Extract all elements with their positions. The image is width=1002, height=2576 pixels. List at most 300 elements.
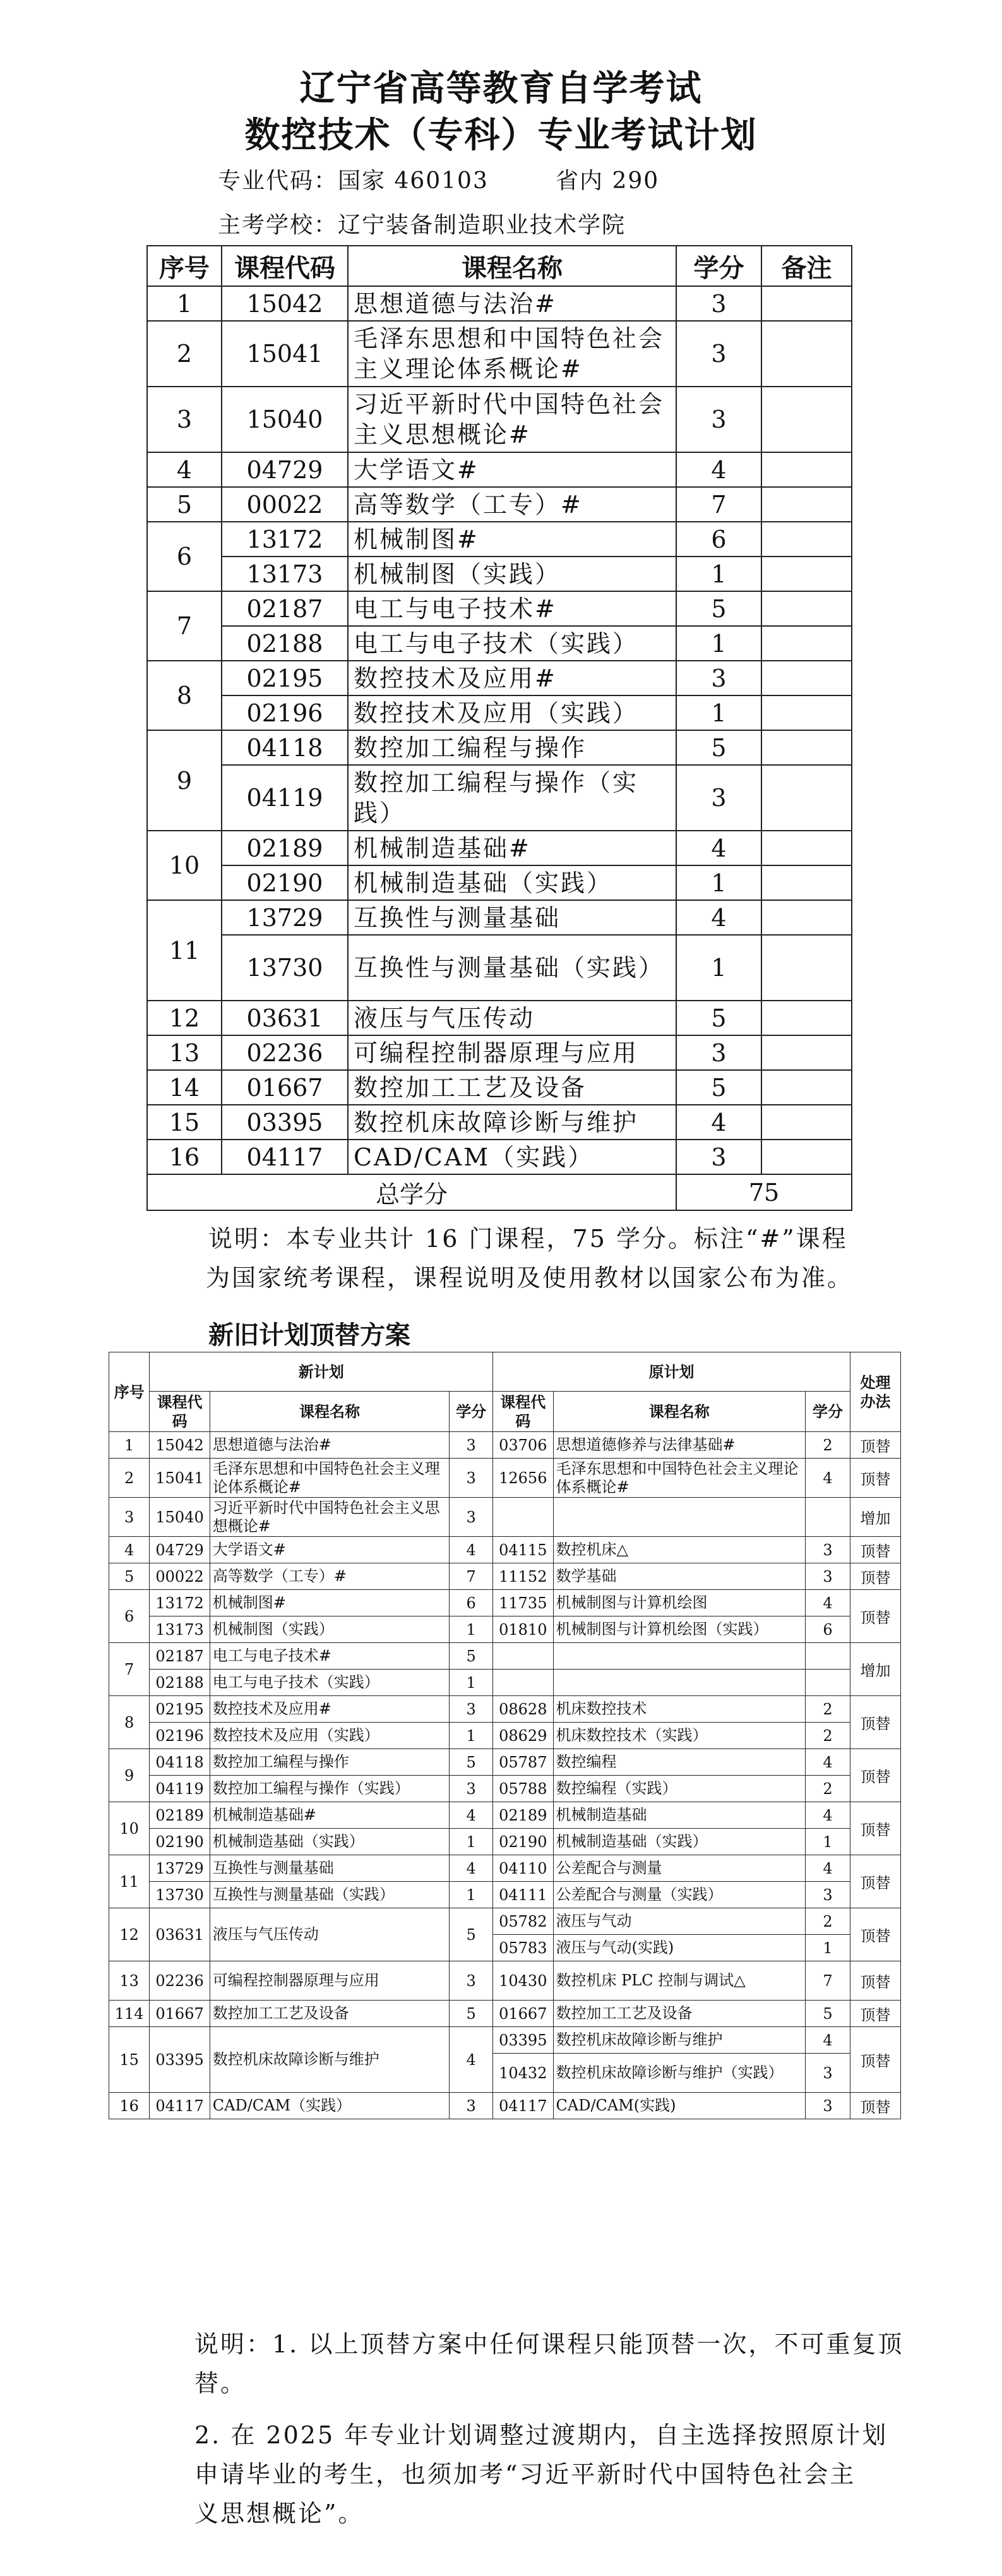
plan-cell-code: 02188 — [222, 626, 348, 661]
plan-row — [147, 935, 852, 1001]
trans-old-credit: 3 — [806, 1882, 850, 1908]
trans-cell-no: 9 — [109, 1749, 150, 1802]
trans-cell-method: 顶替 — [850, 1908, 901, 1961]
plan-cell-remark — [761, 626, 852, 661]
plan-cell-credit: 1 — [676, 626, 761, 661]
trans-new-credit: 6 — [450, 1590, 493, 1616]
trans-cell-no: 1 — [109, 1432, 150, 1459]
plan-cell-code: 04119 — [222, 765, 348, 831]
plan-header-remark: 备注 — [761, 246, 852, 286]
trans-old-credit: 7 — [806, 1961, 850, 2001]
trans-new-code: 03395 — [150, 2027, 210, 2093]
trans-old-code: 02189 — [493, 1802, 553, 1829]
transition-row — [109, 1670, 901, 1696]
trans-old-code — [493, 1643, 553, 1670]
trans-old-code: 04115 — [493, 1537, 553, 1563]
plan-cell-remark — [761, 557, 852, 591]
trans-new-code: 04118 — [150, 1749, 210, 1776]
trans-new-credit: 5 — [450, 1908, 493, 1961]
trans-header-no: 序号 — [109, 1352, 150, 1432]
trans-new-name: 数控加工编程与操作（实践） — [210, 1776, 450, 1802]
trans-old-credit: 4 — [806, 1459, 850, 1498]
transition-row — [109, 2001, 901, 2027]
plan-cell-code: 04729 — [222, 452, 348, 487]
plan-cell-remark — [761, 730, 852, 765]
transition-row — [109, 1459, 901, 1498]
plan-cell-credit: 3 — [676, 387, 761, 452]
trans-old-credit: 4 — [806, 1855, 850, 1882]
trans-cell-no: 4 — [109, 1537, 150, 1563]
trans-new-code: 13173 — [150, 1616, 210, 1643]
plan-cell-remark — [761, 1070, 852, 1105]
trans-old-name: 公差配合与测量 — [553, 1855, 806, 1882]
trans-cell-no: 6 — [109, 1590, 150, 1643]
plan-cell-remark — [761, 831, 852, 865]
trans-new-name: 数控技术及应用# — [210, 1696, 450, 1723]
trans-new-credit: 5 — [450, 1749, 493, 1776]
trans-new-code: 03631 — [150, 1908, 210, 1961]
note1-line1: 说明：本专业共计 16 门课程，75 学分。标注“#”课程 — [208, 1225, 848, 1253]
trans-new-credit: 3 — [450, 1696, 493, 1723]
plan-header-no: 序号 — [147, 246, 222, 286]
plan-cell-code: 02189 — [222, 831, 348, 865]
transition-row — [109, 1563, 901, 1590]
trans-cell-method: 顶替 — [850, 1749, 901, 1802]
plan-cell-name: 电工与电子技术# — [348, 591, 676, 626]
trans-header-old-name: 课程名称 — [553, 1392, 806, 1432]
trans-new-credit: 3 — [450, 1776, 493, 1802]
trans-cell-method: 顶替 — [850, 1802, 901, 1855]
trans-old-code: 10430 — [493, 1961, 553, 2001]
plan-cell-credit: 3 — [676, 1140, 761, 1174]
plan-cell-code: 03631 — [222, 1001, 348, 1035]
transition-row — [109, 1723, 901, 1749]
plan-cell-credit: 4 — [676, 831, 761, 865]
note1-line2: 为国家统考课程，课程说明及使用教材以国家公布为准。 — [206, 1264, 854, 1292]
plan-cell-credit: 3 — [676, 765, 761, 831]
trans-new-name: 数控加工工艺及设备 — [210, 2001, 450, 2027]
transition-body — [109, 1432, 901, 2119]
trans-new-name: 液压与气压传动 — [210, 1908, 450, 1961]
plan-row — [147, 1070, 852, 1105]
host-school: 主考学校：辽宁装备制造职业技术学院 — [218, 212, 626, 238]
trans-old-name: 机械制图与计算机绘图（实践） — [553, 1616, 806, 1643]
plan-cell-remark — [761, 487, 852, 522]
trans-new-credit: 1 — [450, 1829, 493, 1855]
trans-new-credit: 3 — [450, 1459, 493, 1498]
trans-new-credit: 3 — [450, 2093, 493, 2119]
trans-header-old-code: 课程代码 — [493, 1392, 553, 1432]
plan-row — [147, 661, 852, 695]
trans-cell-no: 3 — [109, 1498, 150, 1537]
trans-old-credit: 2 — [806, 1908, 850, 1935]
plan-row — [147, 1105, 852, 1140]
plan-row — [147, 591, 852, 626]
plan-row — [147, 865, 852, 900]
trans-new-credit: 3 — [450, 1432, 493, 1459]
trans-old-credit — [806, 1643, 850, 1670]
trans-old-credit: 4 — [806, 2027, 850, 2054]
plan-row — [147, 1035, 852, 1070]
plan-cell-credit: 1 — [676, 695, 761, 730]
trans-new-code: 02196 — [150, 1723, 210, 1749]
trans-new-credit: 7 — [450, 1563, 493, 1590]
trans-cell-method: 顶替 — [850, 1563, 901, 1590]
plan-cell-code: 15040 — [222, 387, 348, 452]
plan-row — [147, 730, 852, 765]
plan-cell-credit: 5 — [676, 1070, 761, 1105]
trans-cell-no: 2 — [109, 1459, 150, 1498]
plan-cell-no: 5 — [147, 487, 222, 522]
plan-cell-code: 15042 — [222, 286, 348, 321]
trans-old-code: 01667 — [493, 2001, 553, 2027]
plan-cell-code: 02196 — [222, 695, 348, 730]
plan-cell-code: 13173 — [222, 557, 348, 591]
plan-cell-credit: 1 — [676, 865, 761, 900]
note2-p1-line1: 说明：1. 以上顶替方案中任何课程只能顶替一次，不可重复顶 — [194, 2330, 904, 2358]
trans-old-name: 数学基础 — [553, 1563, 806, 1590]
trans-old-code: 01810 — [493, 1616, 553, 1643]
trans-old-code: 04110 — [493, 1855, 553, 1882]
plan-cell-code: 13730 — [222, 935, 348, 1001]
trans-cell-method: 顶替 — [850, 2093, 901, 2119]
trans-new-credit: 1 — [450, 1723, 493, 1749]
trans-new-code: 13729 — [150, 1855, 210, 1882]
trans-cell-no: 7 — [109, 1643, 150, 1696]
trans-old-name: 数控编程 — [553, 1749, 806, 1776]
trans-old-name: 机床数控技术 — [553, 1696, 806, 1723]
plan-cell-no: 11 — [147, 900, 222, 1001]
transition-table — [109, 1352, 901, 2119]
plan-cell-remark — [761, 387, 852, 452]
trans-new-name: 机械制图（实践） — [210, 1616, 450, 1643]
plan-cell-credit: 4 — [676, 1105, 761, 1140]
trans-new-code: 02195 — [150, 1696, 210, 1723]
plan-cell-no: 8 — [147, 661, 222, 730]
trans-old-name: CAD/CAM(实践) — [553, 2093, 806, 2119]
plan-cell-no: 15 — [147, 1105, 222, 1140]
plan-cell-credit: 4 — [676, 452, 761, 487]
transition-row — [109, 1537, 901, 1563]
plan-cell-remark — [761, 286, 852, 321]
plan-cell-credit: 1 — [676, 935, 761, 1001]
plan-cell-no: 10 — [147, 831, 222, 900]
trans-new-credit: 4 — [450, 1537, 493, 1563]
plan-cell-no: 6 — [147, 522, 222, 591]
plan-cell-no: 12 — [147, 1001, 222, 1035]
plan-cell-remark — [761, 865, 852, 900]
trans-header-new: 新计划 — [150, 1352, 493, 1392]
transition-row — [109, 1829, 901, 1855]
trans-old-code: 11152 — [493, 1563, 553, 1590]
trans-new-name: 电工与电子技术（实践） — [210, 1670, 450, 1696]
plan-cell-remark — [761, 900, 852, 935]
plan-cell-remark — [761, 522, 852, 557]
trans-cell-method: 顶替 — [850, 2001, 901, 2027]
trans-new-credit: 3 — [450, 1498, 493, 1537]
trans-old-credit: 4 — [806, 1590, 850, 1616]
trans-header-new-name: 课程名称 — [210, 1392, 450, 1432]
plan-row — [147, 626, 852, 661]
plan-cell-code: 00022 — [222, 487, 348, 522]
transition-row — [109, 1643, 901, 1670]
trans-old-credit: 3 — [806, 2093, 850, 2119]
trans-new-credit: 5 — [450, 1643, 493, 1670]
trans-cell-no: 114 — [109, 2001, 150, 2027]
trans-new-code: 04119 — [150, 1776, 210, 1802]
trans-old-code: 03706 — [493, 1432, 553, 1459]
transition-row — [109, 1616, 901, 1643]
plan-row — [147, 900, 852, 935]
trans-new-name: 机械制造基础（实践） — [210, 1829, 450, 1855]
trans-new-name: 大学语文# — [210, 1537, 450, 1563]
plan-header-row — [147, 246, 852, 286]
transition-row — [109, 1432, 901, 1459]
trans-new-code: 13730 — [150, 1882, 210, 1908]
plan-cell-name: 互换性与测量基础（实践） — [348, 935, 676, 1001]
trans-old-name: 机械制造基础 — [553, 1802, 806, 1829]
plan-header-code: 课程代码 — [222, 246, 348, 286]
trans-new-name: CAD/CAM（实践） — [210, 2093, 450, 2119]
trans-old-code: 05782 — [493, 1908, 553, 1935]
plan-cell-no: 1 — [147, 286, 222, 321]
plan-cell-code: 01667 — [222, 1070, 348, 1105]
plan-cell-code: 02190 — [222, 865, 348, 900]
plan-cell-name: 数控机床故障诊断与维护 — [348, 1105, 676, 1140]
plan-cell-code: 03395 — [222, 1105, 348, 1140]
plan-cell-credit: 3 — [676, 286, 761, 321]
trans-new-code: 04729 — [150, 1537, 210, 1563]
trans-old-code: 11735 — [493, 1590, 553, 1616]
trans-new-name: 互换性与测量基础 — [210, 1855, 450, 1882]
trans-cell-method: 顶替 — [850, 1855, 901, 1908]
plan-cell-no: 2 — [147, 321, 222, 387]
trans-old-name — [553, 1670, 806, 1696]
trans-old-name: 机械制造基础（实践） — [553, 1829, 806, 1855]
trans-old-credit: 2 — [806, 1723, 850, 1749]
plan-row — [147, 522, 852, 557]
plan-row — [147, 1001, 852, 1035]
transition-row — [109, 1590, 901, 1616]
plan-body — [147, 286, 852, 1210]
plan-cell-name: 毛泽东思想和中国特色社会主义理论体系概论# — [348, 321, 676, 387]
trans-header-new-credit: 学分 — [450, 1392, 493, 1432]
plan-cell-name: 数控加工编程与操作 — [348, 730, 676, 765]
plan-cell-no: 7 — [147, 591, 222, 661]
plan-row — [147, 286, 852, 321]
plan-cell-name: 数控加工工艺及设备 — [348, 1070, 676, 1105]
trans-old-credit: 4 — [806, 1802, 850, 1829]
trans-old-code: 12656 — [493, 1459, 553, 1498]
plan-cell-name: 数控加工编程与操作（实践） — [348, 765, 676, 831]
trans-old-code — [493, 1670, 553, 1696]
province-code: 省内 290 — [556, 168, 660, 194]
plan-cell-credit: 5 — [676, 730, 761, 765]
plan-row — [147, 557, 852, 591]
trans-old-code: 03395 — [493, 2027, 553, 2054]
trans-new-credit: 3 — [450, 1961, 493, 2001]
plan-cell-remark — [761, 935, 852, 1001]
trans-old-name: 数控编程（实践） — [553, 1776, 806, 1802]
trans-old-credit: 2 — [806, 1432, 850, 1459]
trans-cell-method: 顶替 — [850, 1537, 901, 1563]
trans-new-code: 00022 — [150, 1563, 210, 1590]
trans-new-code: 13172 — [150, 1590, 210, 1616]
trans-old-name: 公差配合与测量（实践） — [553, 1882, 806, 1908]
plan-row — [147, 387, 852, 452]
trans-old-name: 液压与气动(实践) — [553, 1935, 806, 1961]
plan-cell-name: 机械制图（实践） — [348, 557, 676, 591]
trans-old-name: 机械制图与计算机绘图 — [553, 1590, 806, 1616]
plan-cell-code: 13729 — [222, 900, 348, 935]
trans-old-code: 02190 — [493, 1829, 553, 1855]
trans-new-name: 机械制造基础# — [210, 1802, 450, 1829]
trans-old-code: 08628 — [493, 1696, 553, 1723]
trans-old-name: 机床数控技术（实践） — [553, 1723, 806, 1749]
plan-cell-name: 互换性与测量基础 — [348, 900, 676, 935]
trans-new-code: 04117 — [150, 2093, 210, 2119]
plan-cell-code: 02187 — [222, 591, 348, 626]
trans-cell-method: 顶替 — [850, 1432, 901, 1459]
note2-p2-line1: 2. 在 2025 年专业计划调整过渡期内，自主选择按照原计划 — [194, 2421, 888, 2449]
plan-cell-code: 02195 — [222, 661, 348, 695]
trans-new-credit: 4 — [450, 1802, 493, 1829]
trans-cell-method: 顶替 — [850, 1696, 901, 1749]
trans-old-credit: 1 — [806, 1829, 850, 1855]
plan-cell-remark — [761, 695, 852, 730]
plan-cell-name: 习近平新时代中国特色社会主义思想概论# — [348, 387, 676, 452]
trans-cell-no: 8 — [109, 1696, 150, 1749]
trans-old-name — [553, 1498, 806, 1537]
trans-old-name — [553, 1643, 806, 1670]
trans-old-credit: 2 — [806, 1776, 850, 1802]
plan-table — [146, 245, 852, 1211]
trans-new-code: 02190 — [150, 1829, 210, 1855]
transition-row — [109, 1749, 901, 1776]
plan-cell-code: 15041 — [222, 321, 348, 387]
trans-cell-method: 顶替 — [850, 1961, 901, 2001]
plan-cell-no: 14 — [147, 1070, 222, 1105]
trans-new-name: 数控技术及应用（实践） — [210, 1723, 450, 1749]
plan-row — [147, 487, 852, 522]
trans-old-credit: 3 — [806, 1563, 850, 1590]
plan-cell-credit: 1 — [676, 557, 761, 591]
trans-old-name: 数控机床 PLC 控制与调试△ — [553, 1961, 806, 2001]
note2-p2-line3: 义思想概论”。 — [194, 2500, 364, 2527]
trans-old-credit: 1 — [806, 1935, 850, 1961]
trans-old-credit: 2 — [806, 1696, 850, 1723]
trans-cell-method: 增加 — [850, 1643, 901, 1696]
trans-new-code: 15041 — [150, 1459, 210, 1498]
trans-new-name: 毛泽东思想和中国特色社会主义理论体系概论# — [210, 1459, 450, 1498]
plan-cell-code: 04117 — [222, 1140, 348, 1174]
plan-cell-credit: 3 — [676, 661, 761, 695]
plan-cell-name: 机械制造基础（实践） — [348, 865, 676, 900]
trans-new-credit: 4 — [450, 1855, 493, 1882]
trans-old-name: 思想道德修养与法律基础# — [553, 1432, 806, 1459]
trans-cell-no: 13 — [109, 1961, 150, 2001]
trans-new-code: 02236 — [150, 1961, 210, 2001]
trans-old-code: 04111 — [493, 1882, 553, 1908]
plan-cell-no: 9 — [147, 730, 222, 831]
plan-cell-remark — [761, 661, 852, 695]
plan-cell-remark — [761, 321, 852, 387]
transition-row — [109, 1961, 901, 2001]
page-title-line1: 辽宁省高等教育自学考试 — [299, 68, 703, 109]
plan-cell-name: 机械制图# — [348, 522, 676, 557]
trans-old-credit: 4 — [806, 1749, 850, 1776]
trans-old-name: 毛泽东思想和中国特色社会主义理论体系概论# — [553, 1459, 806, 1498]
trans-cell-method: 顶替 — [850, 1459, 901, 1498]
plan-cell-remark — [761, 765, 852, 831]
plan-cell-no: 3 — [147, 387, 222, 452]
plan-cell-remark — [761, 452, 852, 487]
trans-old-code: 04117 — [493, 2093, 553, 2119]
trans-old-name: 数控机床△ — [553, 1537, 806, 1563]
plan-cell-remark — [761, 1140, 852, 1174]
trans-old-credit: 3 — [806, 1537, 850, 1563]
trans-old-name: 数控机床故障诊断与维护 — [553, 2027, 806, 2054]
trans-old-name: 液压与气动 — [553, 1908, 806, 1935]
plan-row — [147, 1140, 852, 1174]
trans-old-credit — [806, 1670, 850, 1696]
plan-total-label: 总学分 — [147, 1174, 676, 1210]
plan-cell-name: 数控技术及应用（实践） — [348, 695, 676, 730]
transition-heading: 新旧计划顶替方案 — [208, 1321, 410, 1350]
trans-new-code: 15040 — [150, 1498, 210, 1537]
trans-cell-no: 11 — [109, 1855, 150, 1908]
plan-total-row — [147, 1174, 852, 1210]
trans-new-code: 01667 — [150, 2001, 210, 2027]
transition-row — [109, 1908, 901, 1935]
plan-cell-name: 机械制造基础# — [348, 831, 676, 865]
trans-cell-no: 10 — [109, 1802, 150, 1855]
trans-header-method: 处理办法 — [850, 1352, 901, 1432]
trans-old-code: 10432 — [493, 2054, 553, 2093]
plan-cell-name: 电工与电子技术（实践） — [348, 626, 676, 661]
plan-cell-remark — [761, 1105, 852, 1140]
plan-total-value: 75 — [676, 1174, 852, 1210]
trans-cell-method: 顶替 — [850, 1590, 901, 1643]
page-title-line2: 数控技术（专科）专业考试计划 — [244, 115, 758, 156]
note1 — [208, 1219, 903, 1297]
plan-cell-credit: 5 — [676, 1001, 761, 1035]
plan-cell-code: 13172 — [222, 522, 348, 557]
transition-row — [109, 1498, 901, 1537]
trans-new-credit: 4 — [450, 2027, 493, 2093]
plan-cell-no: 13 — [147, 1035, 222, 1070]
trans-new-name: 数控机床故障诊断与维护 — [210, 2027, 450, 2093]
plan-cell-remark — [761, 1001, 852, 1035]
trans-cell-no: 12 — [109, 1908, 150, 1961]
trans-new-name: 高等数学（工专）# — [210, 1563, 450, 1590]
trans-old-credit: 5 — [806, 2001, 850, 2027]
trans-old-code: 05783 — [493, 1935, 553, 1961]
trans-new-code: 15042 — [150, 1432, 210, 1459]
plan-cell-credit: 6 — [676, 522, 761, 557]
trans-new-name: 数控加工编程与操作 — [210, 1749, 450, 1776]
plan-cell-name: 思想道德与法治# — [348, 286, 676, 321]
plan-cell-credit: 4 — [676, 900, 761, 935]
trans-new-credit: 1 — [450, 1616, 493, 1643]
plan-cell-no: 16 — [147, 1140, 222, 1174]
trans-old-code: 05788 — [493, 1776, 553, 1802]
trans-old-name: 数控机床故障诊断与维护（实践） — [553, 2054, 806, 2093]
trans-new-code: 02187 — [150, 1643, 210, 1670]
trans-header-old: 原计划 — [493, 1352, 850, 1392]
plan-cell-credit: 7 — [676, 487, 761, 522]
plan-cell-name: 数控技术及应用# — [348, 661, 676, 695]
